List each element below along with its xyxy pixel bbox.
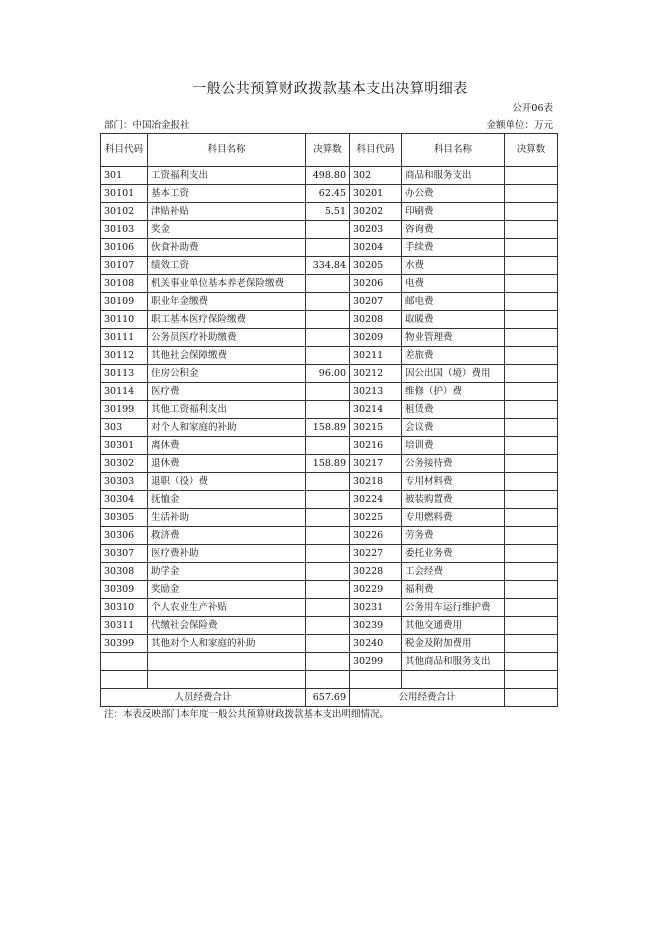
amount-cell bbox=[505, 545, 558, 563]
name-cell: 生活补助 bbox=[148, 509, 306, 527]
amount-cell bbox=[505, 455, 558, 473]
amount-cell bbox=[505, 365, 558, 383]
name-cell: 其他商品和服务支出 bbox=[402, 653, 505, 671]
name-cell: 住房公积金 bbox=[148, 365, 306, 383]
amount-cell bbox=[306, 545, 350, 563]
unit-label: 金额单位：万元 bbox=[486, 120, 553, 131]
name-cell: 抚恤金 bbox=[148, 491, 306, 509]
page-title: 一般公共预算财政拨款基本支出决算明细表 bbox=[192, 81, 468, 97]
name-cell: 其他社会保障缴费 bbox=[148, 347, 306, 365]
table-row bbox=[101, 599, 558, 617]
table-row bbox=[101, 275, 558, 293]
table-row bbox=[101, 563, 558, 581]
code-cell: 30231 bbox=[350, 599, 402, 617]
code-cell: 30212 bbox=[350, 365, 402, 383]
name-cell: 助学金 bbox=[148, 563, 306, 581]
amount-cell bbox=[505, 167, 558, 185]
name-cell: 差旅费 bbox=[402, 347, 505, 365]
name-cell: 机关事业单位基本养老保险缴费 bbox=[148, 275, 306, 293]
code-cell: 30239 bbox=[350, 617, 402, 635]
table-row bbox=[101, 527, 558, 545]
amount-cell bbox=[306, 563, 350, 581]
amount-cell: 334.84 bbox=[306, 257, 350, 275]
name-cell: 伙食补助费 bbox=[148, 239, 306, 257]
name-cell: 委托业务费 bbox=[402, 545, 505, 563]
footnote: 注：本表反映部门本年度一般公共预算财政拨款基本支出明细情况。 bbox=[104, 709, 390, 720]
amount-cell bbox=[505, 383, 558, 401]
code-cell: 30218 bbox=[350, 473, 402, 491]
amount-cell bbox=[505, 473, 558, 491]
header-name-left: 科目名称 bbox=[148, 134, 306, 167]
amount-cell bbox=[306, 635, 350, 653]
table-row bbox=[101, 221, 558, 239]
code-cell: 30202 bbox=[350, 203, 402, 221]
code-cell: 30110 bbox=[101, 311, 148, 329]
name-cell: 办公费 bbox=[402, 185, 505, 203]
name-cell: 培训费 bbox=[402, 437, 505, 455]
code-cell: 30311 bbox=[101, 617, 148, 635]
code-cell: 303 bbox=[101, 419, 148, 437]
name-cell: 其他交通费用 bbox=[402, 617, 505, 635]
table-row bbox=[101, 617, 558, 635]
table-row bbox=[101, 203, 558, 221]
name-cell: 电费 bbox=[402, 275, 505, 293]
code-cell: 30114 bbox=[101, 383, 148, 401]
amount-cell: 158.89 bbox=[306, 455, 350, 473]
name-cell: 退休费 bbox=[148, 455, 306, 473]
code-cell: 30201 bbox=[350, 185, 402, 203]
name-cell: 职工基本医疗保险缴费 bbox=[148, 311, 306, 329]
name-cell: 公务用车运行维护费 bbox=[402, 599, 505, 617]
table-row bbox=[101, 383, 558, 401]
code-cell: 30111 bbox=[101, 329, 148, 347]
code-cell: 30306 bbox=[101, 527, 148, 545]
amount-cell bbox=[306, 617, 350, 635]
table-row bbox=[101, 653, 558, 671]
amount-cell bbox=[505, 581, 558, 599]
amount-cell bbox=[306, 275, 350, 293]
amount-cell bbox=[505, 239, 558, 257]
code-cell: 30307 bbox=[101, 545, 148, 563]
name-cell: 津贴补贴 bbox=[148, 203, 306, 221]
header-code-right: 科目代码 bbox=[350, 134, 402, 167]
amount-cell: 62.45 bbox=[306, 185, 350, 203]
name-cell: 基本工资 bbox=[148, 185, 306, 203]
table-row bbox=[101, 365, 558, 383]
name-cell bbox=[148, 671, 306, 689]
amount-cell bbox=[505, 275, 558, 293]
header-amount-left: 决算数 bbox=[306, 134, 350, 167]
code-cell: 30308 bbox=[101, 563, 148, 581]
name-cell: 印刷费 bbox=[402, 203, 505, 221]
code-cell: 30213 bbox=[350, 383, 402, 401]
code-cell: 30303 bbox=[101, 473, 148, 491]
name-cell: 公务接待费 bbox=[402, 455, 505, 473]
table-row bbox=[101, 293, 558, 311]
name-cell: 邮电费 bbox=[402, 293, 505, 311]
code-cell: 30299 bbox=[350, 653, 402, 671]
name-cell: 会议费 bbox=[402, 419, 505, 437]
code-cell: 30207 bbox=[350, 293, 402, 311]
amount-cell bbox=[505, 221, 558, 239]
name-cell: 物业管理费 bbox=[402, 329, 505, 347]
name-cell: 退职（役）费 bbox=[148, 473, 306, 491]
name-cell: 福利费 bbox=[402, 581, 505, 599]
name-cell: 税金及附加费用 bbox=[402, 635, 505, 653]
amount-cell: 96.00 bbox=[306, 365, 350, 383]
amount-cell bbox=[306, 599, 350, 617]
name-cell: 被装购置费 bbox=[402, 491, 505, 509]
table-row bbox=[101, 419, 558, 437]
header-amount-right: 决算数 bbox=[505, 134, 558, 167]
code-cell: 30240 bbox=[350, 635, 402, 653]
name-cell: 其他对个人和家庭的补助 bbox=[148, 635, 306, 653]
table-row bbox=[101, 671, 558, 689]
code-cell: 30302 bbox=[101, 455, 148, 473]
department-label: 部门：中国冶金报社 bbox=[104, 120, 190, 131]
table-row bbox=[101, 455, 558, 473]
table-row bbox=[101, 491, 558, 509]
code-cell: 30103 bbox=[101, 221, 148, 239]
code-cell: 30211 bbox=[350, 347, 402, 365]
code-cell: 30301 bbox=[101, 437, 148, 455]
name-cell: 绩效工资 bbox=[148, 257, 306, 275]
amount-cell: 498.80 bbox=[306, 167, 350, 185]
code-cell: 30208 bbox=[350, 311, 402, 329]
name-cell: 奖金 bbox=[148, 221, 306, 239]
name-cell: 职业年金缴费 bbox=[148, 293, 306, 311]
name-cell: 个人农业生产补贴 bbox=[148, 599, 306, 617]
name-cell: 对个人和家庭的补助 bbox=[148, 419, 306, 437]
code-cell: 30112 bbox=[101, 347, 148, 365]
code-cell: 30206 bbox=[350, 275, 402, 293]
code-cell: 30228 bbox=[350, 563, 402, 581]
amount-cell bbox=[306, 527, 350, 545]
code-cell bbox=[101, 671, 148, 689]
amount-cell bbox=[505, 329, 558, 347]
code-cell: 30225 bbox=[350, 509, 402, 527]
name-cell: 取暖费 bbox=[402, 311, 505, 329]
name-cell: 水费 bbox=[402, 257, 505, 275]
code-cell: 30204 bbox=[350, 239, 402, 257]
amount-cell bbox=[505, 635, 558, 653]
amount-cell bbox=[505, 203, 558, 221]
amount-cell bbox=[505, 311, 558, 329]
name-cell bbox=[148, 653, 306, 671]
code-cell: 30203 bbox=[350, 221, 402, 239]
amount-cell bbox=[505, 347, 558, 365]
amount-cell bbox=[505, 401, 558, 419]
code-cell: 30199 bbox=[101, 401, 148, 419]
name-cell: 专用材料费 bbox=[402, 473, 505, 491]
amount-cell bbox=[505, 419, 558, 437]
amount-cell bbox=[505, 509, 558, 527]
table-row bbox=[101, 473, 558, 491]
amount-cell bbox=[505, 563, 558, 581]
personnel-total-value: 657.69 bbox=[306, 689, 350, 707]
amount-cell bbox=[505, 437, 558, 455]
name-cell: 维修（护）费 bbox=[402, 383, 505, 401]
amount-cell bbox=[306, 383, 350, 401]
name-cell: 手续费 bbox=[402, 239, 505, 257]
table-row bbox=[101, 437, 558, 455]
code-cell: 30226 bbox=[350, 527, 402, 545]
code-cell: 30224 bbox=[350, 491, 402, 509]
amount-cell bbox=[306, 401, 350, 419]
code-cell: 30309 bbox=[101, 581, 148, 599]
code-cell: 30205 bbox=[350, 257, 402, 275]
amount-cell bbox=[306, 509, 350, 527]
meta-line bbox=[104, 117, 553, 131]
code-cell: 30215 bbox=[350, 419, 402, 437]
name-cell: 离休费 bbox=[148, 437, 306, 455]
code-cell: 30102 bbox=[101, 203, 148, 221]
code-cell: 30214 bbox=[350, 401, 402, 419]
name-cell: 工会经费 bbox=[402, 563, 505, 581]
amount-cell bbox=[306, 329, 350, 347]
code-cell bbox=[350, 671, 402, 689]
code-cell: 30229 bbox=[350, 581, 402, 599]
table-row bbox=[101, 545, 558, 563]
code-cell: 30217 bbox=[350, 455, 402, 473]
table-row bbox=[101, 239, 558, 257]
amount-cell bbox=[505, 185, 558, 203]
amount-cell bbox=[306, 347, 350, 365]
code-cell: 302 bbox=[350, 167, 402, 185]
header-code-left: 科目代码 bbox=[101, 134, 148, 167]
name-cell: 专用燃料费 bbox=[402, 509, 505, 527]
personnel-total-label: 人员经费合计 bbox=[101, 689, 306, 707]
code-cell: 30106 bbox=[101, 239, 148, 257]
amount-cell bbox=[306, 311, 350, 329]
name-cell: 租赁费 bbox=[402, 401, 505, 419]
table-row bbox=[101, 257, 558, 275]
code-cell: 30399 bbox=[101, 635, 148, 653]
amount-cell bbox=[505, 527, 558, 545]
expenditure-table bbox=[100, 133, 558, 707]
table-row bbox=[101, 581, 558, 599]
code-cell: 30113 bbox=[101, 365, 148, 383]
code-cell: 30305 bbox=[101, 509, 148, 527]
table-body bbox=[101, 167, 558, 689]
code-cell: 30227 bbox=[350, 545, 402, 563]
form-number: 公开06表 bbox=[512, 103, 553, 114]
name-cell: 劳务费 bbox=[402, 527, 505, 545]
code-cell: 30310 bbox=[101, 599, 148, 617]
name-cell: 其他工资福利支出 bbox=[148, 401, 306, 419]
code-cell: 30101 bbox=[101, 185, 148, 203]
code-cell: 30304 bbox=[101, 491, 148, 509]
code-cell: 30107 bbox=[101, 257, 148, 275]
amount-cell bbox=[306, 653, 350, 671]
code-cell: 30108 bbox=[101, 275, 148, 293]
amount-cell bbox=[505, 491, 558, 509]
table-row bbox=[101, 347, 558, 365]
table-row bbox=[101, 635, 558, 653]
amount-cell bbox=[306, 581, 350, 599]
code-cell: 301 bbox=[101, 167, 148, 185]
totals-row bbox=[101, 689, 558, 707]
name-cell: 奖励金 bbox=[148, 581, 306, 599]
amount-cell bbox=[505, 617, 558, 635]
public-total-label: 公用经费合计 bbox=[350, 689, 505, 707]
table-header-row bbox=[101, 134, 558, 167]
amount-cell bbox=[505, 293, 558, 311]
table-row bbox=[101, 311, 558, 329]
header-name-right: 科目名称 bbox=[402, 134, 505, 167]
amount-cell bbox=[306, 239, 350, 257]
name-cell: 代缴社会保险费 bbox=[148, 617, 306, 635]
name-cell: 救济费 bbox=[148, 527, 306, 545]
code-cell bbox=[101, 653, 148, 671]
code-cell: 30216 bbox=[350, 437, 402, 455]
name-cell: 公务员医疗补助缴费 bbox=[148, 329, 306, 347]
amount-cell: 158.89 bbox=[306, 419, 350, 437]
table-row bbox=[101, 167, 558, 185]
table-row bbox=[101, 401, 558, 419]
amount-cell: 5.51 bbox=[306, 203, 350, 221]
amount-cell bbox=[306, 671, 350, 689]
table-row bbox=[101, 509, 558, 527]
name-cell bbox=[402, 671, 505, 689]
public-total-value bbox=[505, 689, 558, 707]
name-cell: 咨询费 bbox=[402, 221, 505, 239]
code-cell: 30209 bbox=[350, 329, 402, 347]
amount-cell bbox=[306, 293, 350, 311]
code-cell: 30109 bbox=[101, 293, 148, 311]
amount-cell bbox=[306, 437, 350, 455]
name-cell: 因公出国（境）费用 bbox=[402, 365, 505, 383]
amount-cell bbox=[306, 221, 350, 239]
name-cell: 医疗费 bbox=[148, 383, 306, 401]
name-cell: 医疗费补助 bbox=[148, 545, 306, 563]
table-row bbox=[101, 185, 558, 203]
amount-cell bbox=[505, 671, 558, 689]
amount-cell bbox=[505, 599, 558, 617]
amount-cell bbox=[306, 491, 350, 509]
table-row bbox=[101, 329, 558, 347]
amount-cell bbox=[306, 473, 350, 491]
amount-cell bbox=[505, 653, 558, 671]
name-cell: 工资福利支出 bbox=[148, 167, 306, 185]
amount-cell bbox=[505, 257, 558, 275]
name-cell: 商品和服务支出 bbox=[402, 167, 505, 185]
